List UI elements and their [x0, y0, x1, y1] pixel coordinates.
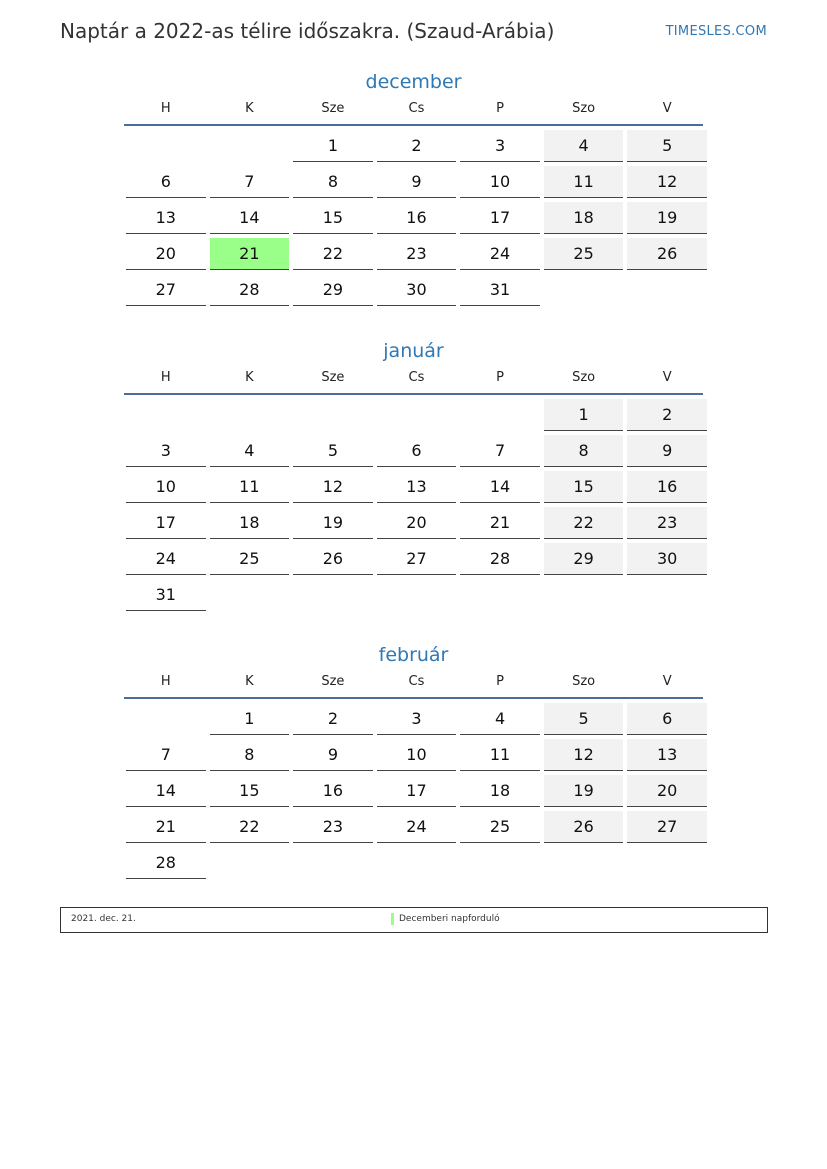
month-calendar-december: [124, 70, 703, 310]
day-cell: 27: [627, 811, 707, 843]
day-cell: 11: [544, 166, 624, 198]
week-row: [124, 543, 703, 579]
week-row: [124, 202, 703, 238]
weekday-label: K: [245, 674, 254, 689]
day-cell: 22: [544, 507, 624, 539]
day-cell: 2: [293, 703, 373, 735]
day-cell: 23: [377, 238, 457, 270]
weekday-label: H: [160, 674, 171, 689]
day-cell: 12: [544, 739, 624, 771]
weekday-label: K: [245, 370, 254, 385]
day-cell: 14: [126, 775, 206, 807]
weekday-header-row: [124, 673, 703, 699]
day-cell: 15: [210, 775, 290, 807]
day-cell: 4: [544, 130, 624, 162]
weekday-label: Sze: [321, 101, 345, 116]
weekday-header-row: [124, 100, 703, 126]
day-cell: 5: [627, 130, 707, 162]
day-cell: 20: [126, 238, 206, 270]
weekday-label: V: [662, 370, 672, 385]
day-cell: 17: [126, 507, 206, 539]
legend-label: Decemberi napforduló: [399, 914, 500, 924]
day-cell: 5: [293, 435, 373, 467]
empty-day-cell: [210, 130, 290, 161]
week-row: [124, 703, 703, 739]
month-calendar-january: [124, 339, 703, 615]
day-cell: 16: [377, 202, 457, 234]
empty-day-cell: [210, 399, 290, 430]
empty-day-cell: [377, 847, 457, 878]
day-cell: 10: [377, 739, 457, 771]
day-cell: 15: [293, 202, 373, 234]
day-cell: 12: [627, 166, 707, 198]
empty-day-cell: [377, 399, 457, 430]
day-cell: 3: [377, 703, 457, 735]
day-cell: 3: [460, 130, 540, 162]
day-cell: 29: [293, 274, 373, 306]
empty-day-cell: [126, 703, 206, 734]
day-cell: 21: [126, 811, 206, 843]
day-cell: 23: [293, 811, 373, 843]
day-cell: 15: [544, 471, 624, 503]
week-row: [124, 130, 703, 166]
weekday-label: V: [662, 674, 672, 689]
empty-day-cell: [544, 274, 624, 305]
day-cell: 6: [377, 435, 457, 467]
day-cell: 19: [627, 202, 707, 234]
weekday-label: Szo: [572, 101, 596, 116]
empty-day-cell: [210, 579, 290, 610]
week-row: [124, 166, 703, 202]
empty-day-cell: [293, 399, 373, 430]
legend-color-marker: [391, 913, 394, 925]
day-cell: 8: [293, 166, 373, 198]
day-cell: 17: [460, 202, 540, 234]
day-cell: 10: [126, 471, 206, 503]
day-cell: 16: [627, 471, 707, 503]
empty-day-cell: [460, 847, 540, 878]
empty-day-cell: [460, 399, 540, 430]
day-cell: 1: [210, 703, 290, 735]
day-cell: 22: [293, 238, 373, 270]
day-cell: 12: [293, 471, 373, 503]
weekday-label: P: [496, 370, 504, 385]
day-cell: 20: [377, 507, 457, 539]
day-cell: 9: [627, 435, 707, 467]
day-cell: 6: [627, 703, 707, 735]
weekday-label: H: [160, 370, 171, 385]
weekday-label: Szo: [572, 370, 596, 385]
day-cell: 14: [210, 202, 290, 234]
legend-date: 2021. dec. 21.: [71, 914, 136, 924]
day-cell: 18: [544, 202, 624, 234]
day-cell: 24: [377, 811, 457, 843]
week-row: [124, 811, 703, 847]
empty-day-cell: [293, 579, 373, 610]
day-cell: 28: [126, 847, 206, 879]
weekday-label: K: [245, 101, 254, 116]
month-name: február: [378, 644, 449, 666]
day-cell: 31: [460, 274, 540, 306]
week-row: [124, 274, 703, 310]
empty-day-cell: [293, 847, 373, 878]
day-cell: 24: [460, 238, 540, 270]
day-cell: 5: [544, 703, 624, 735]
day-cell: 26: [293, 543, 373, 575]
week-row: [124, 579, 703, 615]
month-name: december: [365, 71, 462, 93]
day-cell: 25: [544, 238, 624, 270]
day-cell: 1: [293, 130, 373, 162]
week-row: [124, 507, 703, 543]
weekday-label: Cs: [408, 370, 425, 385]
day-cell: 7: [460, 435, 540, 467]
day-cell: 31: [126, 579, 206, 611]
day-cell: 27: [377, 543, 457, 575]
day-cell: 19: [293, 507, 373, 539]
day-cell: 28: [460, 543, 540, 575]
day-cell: 9: [377, 166, 457, 198]
day-cell: 8: [544, 435, 624, 467]
empty-day-cell: [627, 579, 707, 610]
legend-box: [60, 907, 768, 933]
empty-day-cell: [544, 847, 624, 878]
day-cell: 22: [210, 811, 290, 843]
page-title: Naptár a 2022-as télire időszakra. (Szaud-Arábia): [60, 19, 555, 43]
day-cell: 2: [627, 399, 707, 431]
day-cell: 17: [377, 775, 457, 807]
day-cell: 4: [460, 703, 540, 735]
day-cell: 11: [460, 739, 540, 771]
day-cell: 9: [293, 739, 373, 771]
weekday-label: P: [496, 101, 504, 116]
week-row: [124, 471, 703, 507]
day-cell: 13: [126, 202, 206, 234]
empty-day-cell: [377, 579, 457, 610]
week-row: [124, 399, 703, 435]
week-row: [124, 775, 703, 811]
weekday-label: P: [496, 674, 504, 689]
day-cell: 1: [544, 399, 624, 431]
day-cell: 6: [126, 166, 206, 198]
empty-day-cell: [544, 579, 624, 610]
day-cell: 30: [627, 543, 707, 575]
empty-day-cell: [627, 274, 707, 305]
day-cell: 3: [126, 435, 206, 467]
week-row: [124, 847, 703, 883]
day-cell: 14: [460, 471, 540, 503]
day-cell: 21: [460, 507, 540, 539]
day-cell: 7: [126, 739, 206, 771]
day-cell: 27: [126, 274, 206, 306]
day-cell: 10: [460, 166, 540, 198]
day-cell: 18: [460, 775, 540, 807]
day-cell: 26: [544, 811, 624, 843]
day-cell: 25: [210, 543, 290, 575]
weekday-label: V: [662, 101, 672, 116]
month-calendar-february: [124, 643, 703, 883]
month-name: január: [383, 340, 444, 362]
weekday-label: Cs: [408, 674, 425, 689]
day-cell: 19: [544, 775, 624, 807]
weekday-label: Sze: [321, 370, 345, 385]
day-cell: 25: [460, 811, 540, 843]
empty-day-cell: [126, 399, 206, 430]
empty-day-cell: [126, 130, 206, 161]
day-cell: 7: [210, 166, 290, 198]
day-cell: 30: [377, 274, 457, 306]
day-cell: 16: [293, 775, 373, 807]
empty-day-cell: [460, 579, 540, 610]
day-cell: 23: [627, 507, 707, 539]
holiday-day-cell: 21: [210, 238, 290, 270]
empty-day-cell: [627, 847, 707, 878]
day-cell: 28: [210, 274, 290, 306]
day-cell: 13: [627, 739, 707, 771]
week-row: [124, 435, 703, 471]
day-cell: 11: [210, 471, 290, 503]
weekday-label: Cs: [408, 101, 425, 116]
day-cell: 8: [210, 739, 290, 771]
week-row: [124, 238, 703, 274]
weekday-label: Sze: [321, 674, 345, 689]
day-cell: 4: [210, 435, 290, 467]
day-cell: 26: [627, 238, 707, 270]
day-cell: 2: [377, 130, 457, 162]
day-cell: 13: [377, 471, 457, 503]
week-row: [124, 739, 703, 775]
weekday-label: H: [160, 101, 171, 116]
weekday-header-row: [124, 369, 703, 395]
day-cell: 20: [627, 775, 707, 807]
weekday-label: Szo: [572, 674, 596, 689]
day-cell: 18: [210, 507, 290, 539]
empty-day-cell: [210, 847, 290, 878]
day-cell: 29: [544, 543, 624, 575]
day-cell: 24: [126, 543, 206, 575]
brand-link[interactable]: TIMESLES.COM: [665, 24, 767, 39]
